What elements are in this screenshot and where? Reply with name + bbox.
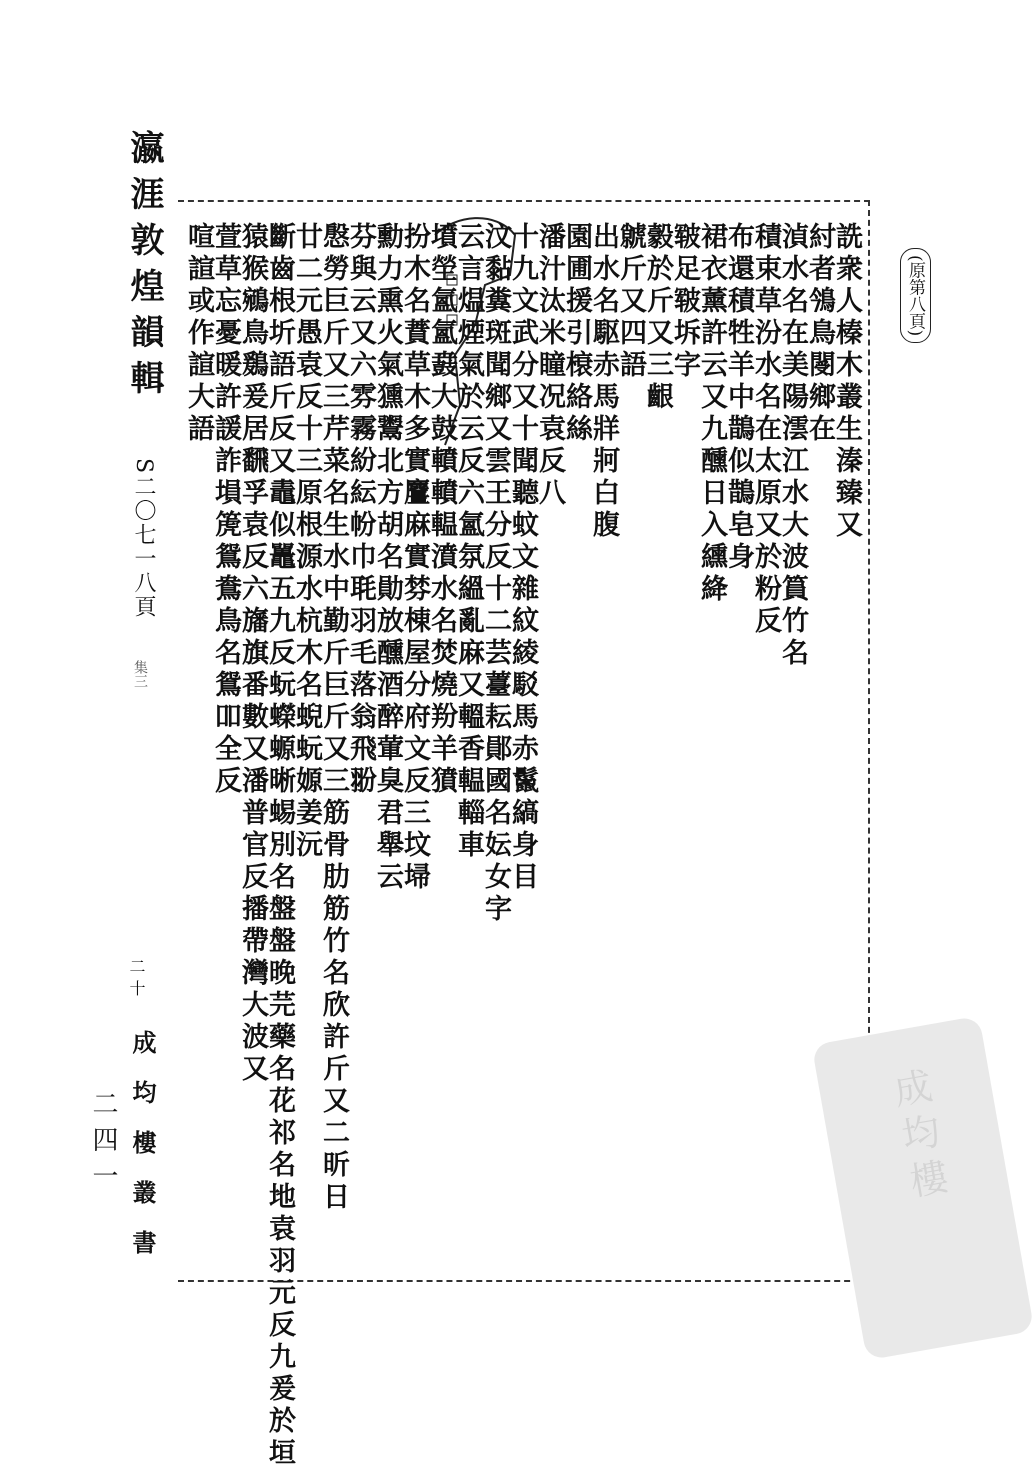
text-column: 豰於斤又三齦: [642, 222, 673, 414]
text-column: 勳力熏火氣獯鬻北方胡名勛放醺酒醉葷臭君舉云: [372, 222, 403, 894]
text-column: 汶黏糞斑聞鄉又雲王分反十二芸薹耘鄖國名妘女字: [480, 222, 511, 926]
library-stamp: [812, 1016, 1035, 1361]
text-column: 墳塋氳氳鼖大鼓轒轒輼濆水名焚燒羒羊獖: [426, 222, 457, 798]
text-column: 萱草忘憂暖許諼詐塤箎鴛鴦鳥名鴛吅全反: [210, 222, 241, 798]
stamp-text: 成均樓: [884, 1065, 952, 1209]
text-column: 斷齒根圻語斤反又鼃似鼉五九反蚖蠑螈晰蜴別名盤盤晚芫藥名花祁名地袁羽元反九爰於垣: [264, 222, 295, 1470]
text-column: 扮木名蕡草木多實麠麻實棼棟屋分府文反三坟埽: [399, 222, 430, 894]
text-column: 布還積牲羊中鵲似鵲皂身: [723, 222, 754, 574]
text-column: 皲足皲坼字: [669, 222, 700, 382]
text-columns: [183, 222, 862, 1470]
text-column: 積束草汾水名在太原又於粉反: [750, 222, 781, 638]
left-page-number: 二十: [127, 958, 146, 1002]
text-column: 潘汁汰米瞳况袁反八: [534, 222, 565, 510]
text-column: 猿猴鵷鳥鶢爰居飜孚袁反六旛旗番數又潘普官反播帶灣大波又: [237, 222, 268, 1086]
text-column: 慇勞巨斤又三芹菜名生水中勤斤巨斤又三筋骨肋筋竹名欣許斤又二昕日: [318, 222, 349, 1214]
text-column: 廿二元愚袁反十三原根源水杭木名蜺蚖嫄姜沅: [291, 222, 322, 862]
series-name: 成均樓叢書: [128, 1030, 157, 1280]
text-column: 芬與云又六雰霧紛紜帉巾毦羽毛落翁飛翂: [345, 222, 376, 798]
book-title: 瀛涯敦煌韻輯: [124, 130, 164, 406]
text-column: 裙衣薰許云又九醺日入纁絳: [696, 222, 727, 606]
text-column: 出水名駆赤馬牂牁白腹: [588, 222, 619, 542]
text-column: 詵衆人榛木叢生溱臻又: [831, 222, 862, 542]
text-column: 紂者鳹鳥閿鄉在: [804, 222, 835, 446]
text-column: 湞水名在美陽澐江水大波篔竹名: [777, 222, 808, 670]
text-column: 云言煴煙氣於云反六氳氛縕亂麻又轀香輼輜車: [453, 222, 484, 862]
text-column: 虩斤又四語: [615, 222, 646, 382]
original-page-label: (原第八頁): [900, 248, 931, 343]
text-column: 園圃援引榱絡絲: [561, 222, 592, 446]
scan-note: 集三: [132, 660, 148, 688]
text-column: 喧諠或作諠大語: [183, 222, 214, 446]
page-number: 二四一: [88, 1090, 118, 1198]
text-column: 十九文武分又十聞聽蚊文雜紋綾駁馬赤鬣縞身目: [507, 222, 538, 894]
shelf-mark: S二〇七一八頁: [131, 458, 156, 620]
